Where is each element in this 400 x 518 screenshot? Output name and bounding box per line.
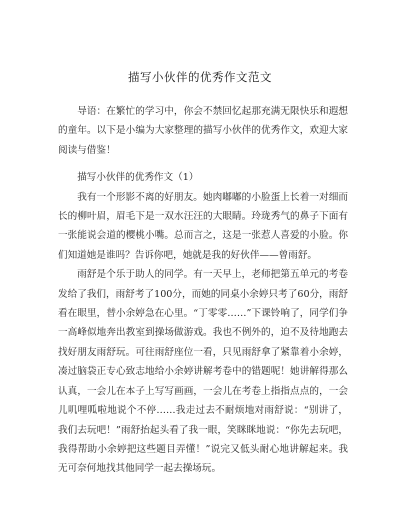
section-heading: 描写小伙伴的优秀作文（1） (77, 172, 199, 184)
body-paragraph: 雨舒是个乐于助人的同学。有一天早上，老师把第五单元的考卷发给了我们，雨舒考了100分，而她的同桌小余婷只考了60分，雨舒看在眼里，替小余婷急在心里。“丁零零……”下课铃响了，同学们争一高峰似地奔出教室到操场做游戏。我也不例外的，迫不及待地跑去找好朋友雨舒玩。可往雨舒座位一看，只见雨舒拿了紧靠着小余婷，凑过脑袋正专心致志地给小余婷讲解考卷中的错题呢！她讲解得那么认真，一会儿在本子上写写画画，一会儿在考卷上指指点点的，一会儿叽哩呱啦地说个不停……我走过去不耐烦地对雨舒说：“别讲了，我们去玩吧！”雨舒抬起头看了我一眼，笑眯眯地说：“你先去玩吧，我得帮助小余婷把这些题目弄懂！”说完又低头耐心地讲解起来。我无可奈何地找其他同学一起去操场玩。 (58, 269, 348, 475)
document-body (58, 102, 348, 479)
body-paragraph: 我有一个形影不离的好朋友。她肉嘟嘟的小脸蛋上长着一对细而长的柳叶眉，眉毛下是一双水汪汪的大眼睛。玲珑秀气的鼻子下面有一张能说会道的樱桃小嘴。总而言之，这是一张惹人喜爱的小脸。你们知道她是谁吗？告诉你吧，她就是我的好伙伴——曾雨舒。 (58, 191, 348, 261)
document-title: 描写小伙伴的优秀作文范文 (128, 70, 272, 84)
intro-paragraph: 导语：在繁忙的学习中，你会不禁回忆起那充满无限快乐和遐想的童年。以下是小编为大家整理的描写小伙伴的优秀作文，欢迎大家阅读与借鉴！ (58, 106, 348, 156)
